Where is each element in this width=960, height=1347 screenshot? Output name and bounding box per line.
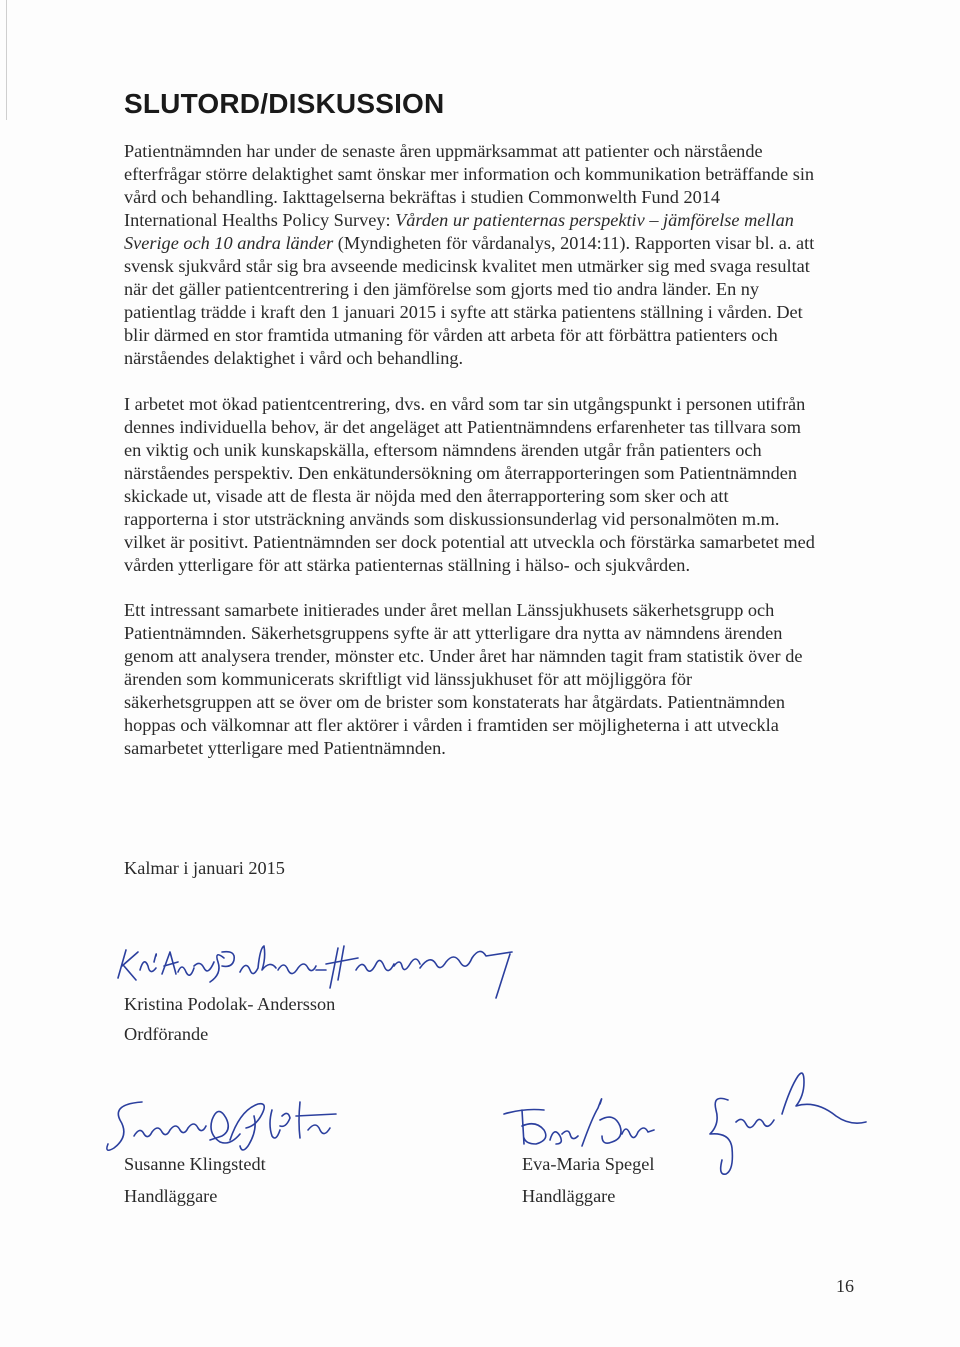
page-number: 16	[836, 1276, 854, 1296]
signatory-role-3: Handläggare	[522, 1186, 616, 1206]
paragraph-line	[124, 209, 864, 232]
paragraph-line	[124, 691, 864, 714]
paragraph-line	[124, 485, 864, 508]
paragraph-line	[124, 278, 864, 301]
paragraph-line	[124, 668, 864, 691]
text-segment: vård och behandling. Iakttagelserna bekräftas i studien Commonwelth Fund 2014	[124, 187, 721, 207]
paragraph-line	[124, 163, 864, 186]
text-segment: I arbetet mot ökad patientcentrering, dvs. en vård som tar sin utgångspunkt i personen utifrån	[124, 394, 806, 414]
text-segment: blir därmed en stor framtida utmaning för vården att arbeta för att förbättra patienters och	[124, 325, 778, 345]
paragraph-line	[124, 531, 864, 554]
paragraph-line	[124, 554, 864, 577]
text-segment: en viktig och unik kunskapskälla, eftersom nämndens ärenden utgår från patienters och	[124, 440, 762, 460]
paragraph-1	[124, 140, 864, 370]
text-segment: patientlag trädde i kraft den 1 januari 2015 i syfte att stärka patientens ställning i vården. Det	[124, 302, 803, 322]
text-segment: genom att analysera trender, mönster etc. Under året har nämnden tagit fram statistik över de	[124, 646, 803, 666]
signature-kristina	[112, 940, 532, 1000]
text-segment: svensk sjukvård står sig bra avseende medicinsk kvalitet men utmärker sig med svaga resultat	[124, 256, 810, 276]
paragraph-line	[124, 324, 864, 347]
signature-susanne	[104, 1086, 384, 1162]
text-segment: dennes individuella behov, är det angeläget att Patientnämndens erfarenheter tas tillvara som	[124, 417, 802, 437]
paragraph-2	[124, 393, 864, 577]
text-segment: (Myndigheten för vårdanalys, 2014:11). Rapporten visar bl. a. att	[333, 233, 815, 253]
text-segment: rapporterna i stor utsträckning används som diskussionsunderlag vid personalmöten m.m.	[124, 509, 780, 529]
paragraph-line	[124, 393, 864, 416]
text-segment: Patientnämnden har under de senaste åren uppmärksammat att patienter och närstående	[124, 141, 763, 161]
italic-text-segment: Vården ur patienternas perspektiv – jämförelse mellan	[395, 210, 794, 230]
text-segment: säkerhetsgruppen att se över om de brister som konstaterats har åtgärdats. Patientnämnden	[124, 692, 785, 712]
paragraph-line	[124, 622, 864, 645]
paragraph-line	[124, 416, 864, 439]
text-segment: Patientnämnden. Säkerhetsgruppens syfte är att ytterligare dra nytta av nämndens ärenden	[124, 623, 783, 643]
paragraph-line	[124, 645, 864, 668]
paragraph-line	[124, 140, 864, 163]
text-segment: Ett intressant samarbete initierades under året mellan Länssjukhusets säkerhetsgrupp och	[124, 600, 775, 620]
paragraph-3	[124, 599, 864, 760]
text-segment: efterfrågar större delaktighet samt önskar mer information och kommunikation beträffande sin	[124, 164, 815, 184]
text-segment: vården ytterligare för att stärka patienternas ställning i hälso- och sjukvården.	[124, 555, 691, 575]
text-segment: när det gäller patientcentrering i den jämförelse som gjorts med tio andra länder. En ny	[124, 279, 760, 299]
paragraph-line	[124, 714, 864, 737]
place-date: Kalmar i januari 2015	[124, 858, 285, 878]
text-segment: närståendes delaktighet i vård och behandling.	[124, 348, 464, 368]
signatory-name-3: Eva-Maria Spegel	[522, 1154, 655, 1174]
signatory-role-2: Handläggare	[124, 1186, 218, 1206]
paragraph-line	[124, 255, 864, 278]
paragraph-line	[124, 301, 864, 324]
scan-edge-line	[6, 0, 7, 120]
paragraph-line	[124, 462, 864, 485]
paragraph-line	[124, 737, 864, 760]
text-segment: International Healths Policy Survey:	[124, 210, 396, 230]
paragraph-line	[124, 508, 864, 531]
paragraph-line	[124, 599, 864, 622]
text-segment: hoppas och välkomnar att fler aktörer i vården i framtiden ser möjligheterna i att utveckla	[124, 715, 779, 735]
paragraph-line	[124, 186, 864, 209]
section-heading: SLUTORD/DISKUSSION	[124, 88, 445, 119]
text-segment: samarbetet ytterligare med Patientnämnden.	[124, 738, 446, 758]
signatory-name-2: Susanne Klingstedt	[124, 1154, 266, 1174]
signatory-name-1: Kristina Podolak- Andersson	[124, 994, 336, 1014]
text-segment: närståendes perspektiv. Den enkätundersökning om återrapporteringen som Patientnämnden	[124, 463, 797, 483]
paragraph-line	[124, 232, 864, 255]
paragraph-line	[124, 347, 864, 370]
text-segment: skickade ut, visade att de flesta är nöjda med den återrapportering som sker och att	[124, 486, 729, 506]
paragraph-line	[124, 439, 864, 462]
signatory-role-1: Ordförande	[124, 1024, 209, 1044]
text-segment: ärenden som kommunicerats skriftligt vid länssjukhuset för att möjliggöra för	[124, 669, 693, 689]
text-segment: vilket är positivt. Patientnämnden ser dock potential att utveckla och förstärka samarbetet med	[124, 532, 815, 552]
italic-text-segment: Sverige och 10 andra länder	[124, 233, 334, 253]
